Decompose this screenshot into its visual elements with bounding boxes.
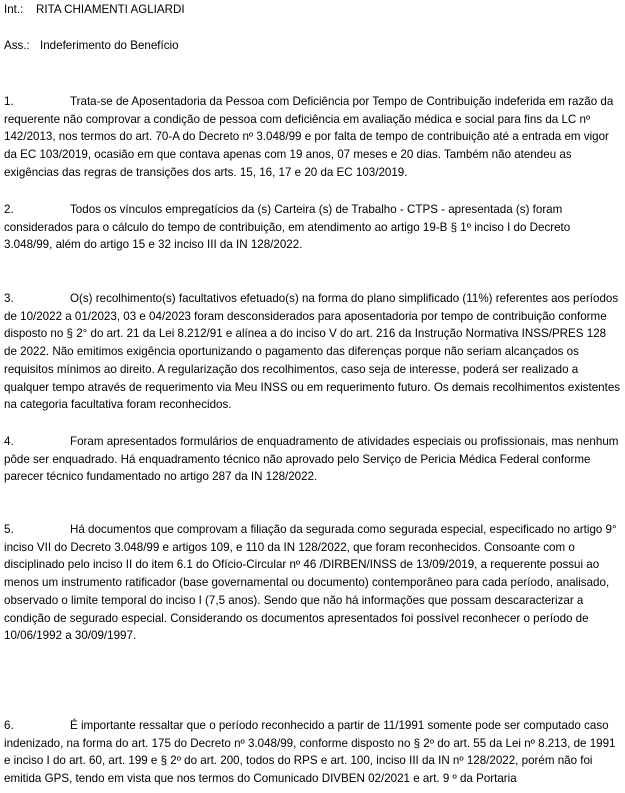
paragraph-text: É importante ressaltar que o período reconhecido a partir de 11/1991 somente pode ser computado caso indenizado, na forma do art. 175 do Decreto nº 3.048/99, conforme disposto no § 2º do art. 55 da Lei nº 8.213, de 1991 e inciso I do art. 60, art. 199 e § 2º do art. 200, todos do RPS e art. 100, inciso III da IN nº 128/2022, porém não foi emitida GPS, tendo em vista que nos termos do Comunicado DIVBEN 02/2021 e art. 9 º da Portaria [4, 719, 616, 786]
paragraph-text: Trata-se de Aposentadoria da Pessoa com Deficiência por Tempo de Contribuição indeferida em razão da requerente não comprovar a condição de pessoa com deficiência em avaliação médica e social para fins da LC nº 142/2013, nos termos do art. 70-A do Decreto nº 3.048/99 e por falta de tempo de contribuição até a entrada em vigor da EC 103/2019, ocasião em que contava apenas com 19 anos, 07 meses e 20 dias. Também não atendeu as exigências das regras de transições dos arts. 15, 16, 17 e 20 da EC 103/2019. [4, 95, 614, 179]
int-label: Int.: [4, 3, 24, 16]
interested-party-line [4, 3, 185, 17]
paragraph-6 [4, 717, 621, 788]
paragraph-number: 6. [4, 719, 14, 732]
paragraph-5 [4, 521, 621, 645]
paragraph-number: 4. [4, 435, 14, 448]
paragraph-3 [4, 290, 621, 414]
paragraph-text: Há documentos que comprovam a filiação da segurada como segurada especial, especificado no artigo 9° inciso VII do Decreto 3.048/99 e artigos 109, e 110 da IN 128/2022, que foram reconhecidos. Consoante com o disciplinado pelo inciso II do item 6.1 do Ofício-Circular nº 46 /DIRBEN/INSS de 13/09/2019, a requerente possui ao menos um instrumento ratificador (base governamental ou documento) contemporâneo para cada período, analisado, observado o limite temporal do inciso I (7,5 anos). Sendo que não há informações que possam descaracterizar a condição de segurado especial. Considerando os documentos apresentados foi possível reconhecer o período de 10/06/1992 a 30/09/1997. [4, 523, 617, 643]
subject-line [4, 39, 179, 53]
paragraph-4 [4, 433, 621, 486]
int-value: RITA CHIAMENTI AGLIARDI [36, 3, 185, 16]
ass-value: Indeferimento do Benefício [40, 39, 179, 52]
paragraph-number: 1. [4, 95, 14, 108]
paragraph-text: Todos os vínculos empregatícios da (s) Carteira (s) de Trabalho - CTPS - apresentada (s) foram considerados para o cálculo do tempo de contribuição, em atendimento ao artigo 19-B § 1º inciso I do Decreto 3.048/99, além do artigo 15 e 32 inciso III da IN 128/2022. [4, 203, 571, 252]
paragraph-2 [4, 201, 621, 254]
paragraph-number: 3. [4, 292, 14, 305]
paragraph-number: 2. [4, 203, 14, 216]
paragraph-number: 5. [4, 523, 14, 536]
ass-label: Ass.: [4, 39, 30, 52]
paragraph-text: O(s) recolhimento(s) facultativos efetuado(s) na forma do plano simplificado (11%) referentes aos períodos de 10/2022 a 01/2023, 03 e 04/2023 foram desconsiderados para aposentadoria por tempo de contribuição conforme disposto no § 2° do art. 21 da Lei 8.212/91 e alínea a do inciso V do art. 216 da Instrução Normativa INSS/PRES 128 de 2022. Não emitimos exigência oportunizando o pagamento das diferenças porque não seriam alcançados os requisitos mínimos ao direito. A regularização dos recolhimentos, caso seja de interesse, poderá ser realizado a qualquer tempo através de requerimento via Meu INSS ou em requerimento futuro. Os demais recolhimentos existentes na categoria facultativa foram reconhecidos. [4, 292, 621, 412]
paragraph-text: Foram apresentados formulários de enquadramento de atividades especiais ou profissionais, mas nenhum pôde ser enquadrado. Há enquadramento técnico não aprovado pelo Serviço de Pericia Médica Federal conforme parecer técnico fundamentado no artigo 287 da IN 128/2022. [4, 435, 619, 484]
paragraph-1 [4, 93, 621, 182]
